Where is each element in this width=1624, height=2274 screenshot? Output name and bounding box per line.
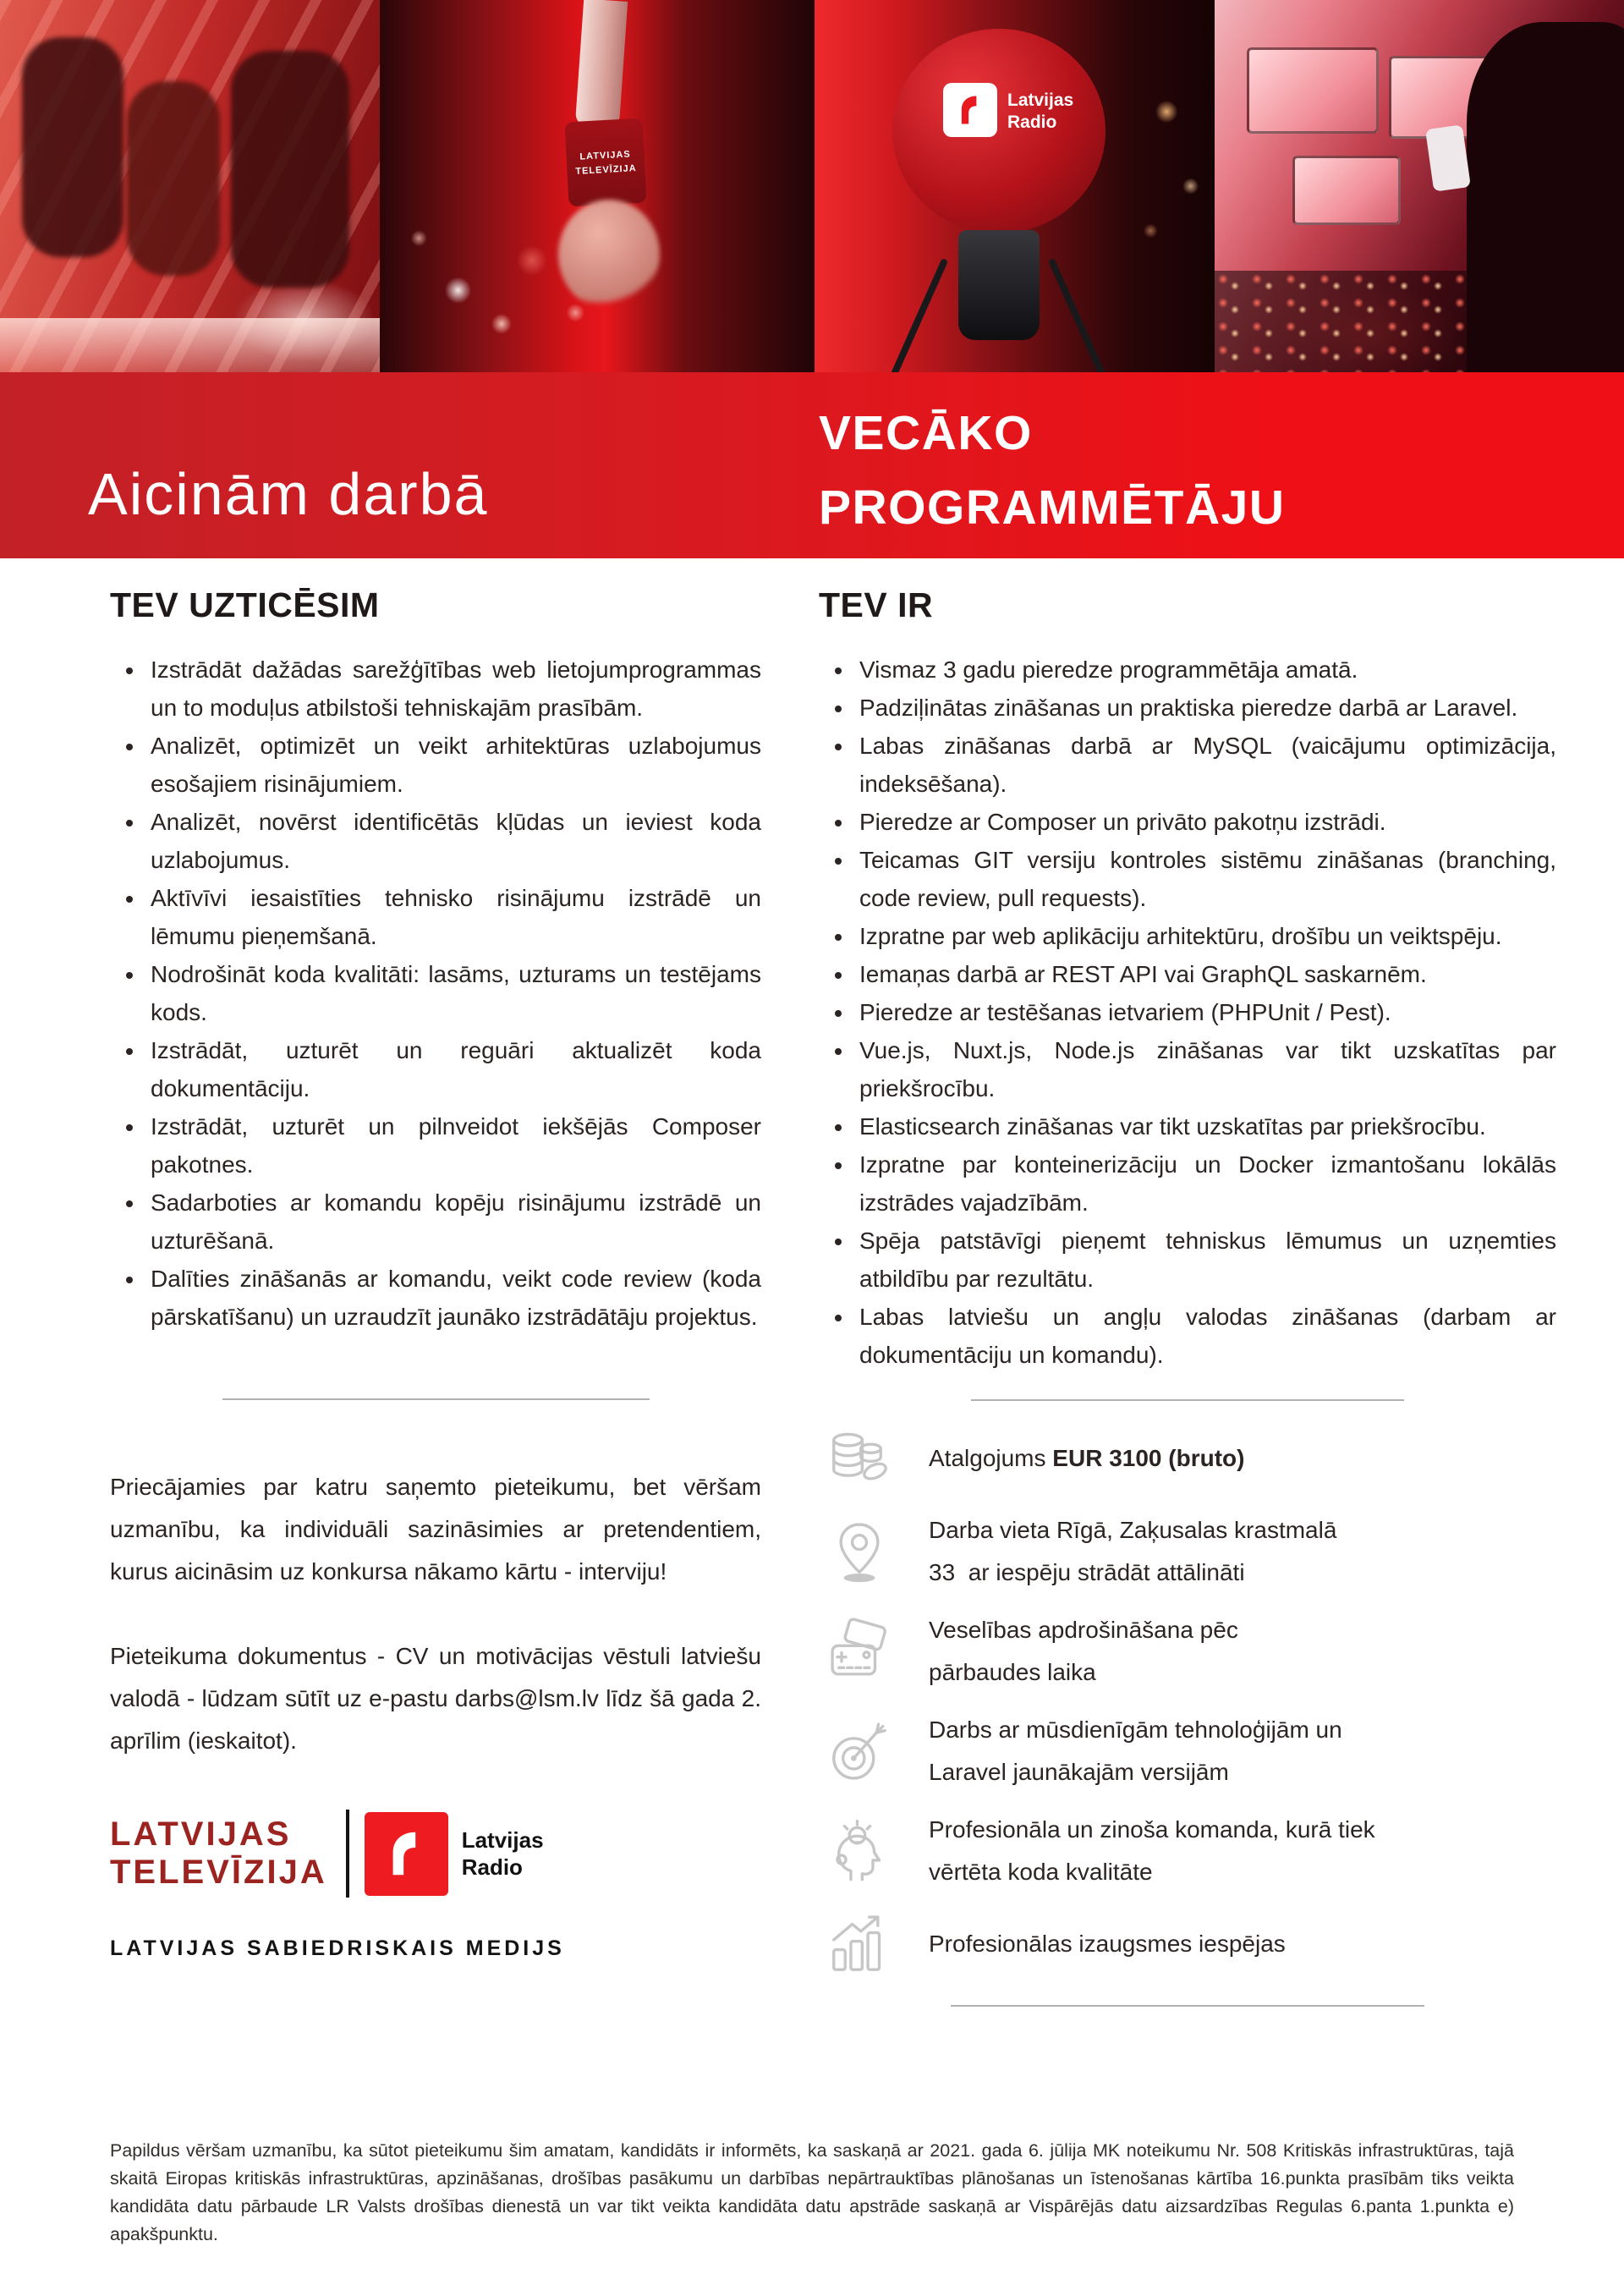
microphone-stand [891,258,948,372]
person-silhouette [1467,22,1624,372]
salary-amount: EUR 3100 (bruto) [1052,1445,1245,1471]
bullet-item: • Pieredze ar Composer un privāto pakotņu izstrādi. [854,803,1556,841]
bullet-item: • Analizēt, novērst identificētās kļūdas un ieviest koda uzlabojumus. [145,803,761,879]
monitor-screen [1292,156,1401,225]
bullet-item: • Izstrādāt, uzturēt un pilnveidot iekšējās Composer pakotnes. [145,1107,761,1184]
salary-label: Atalgojums [929,1445,1053,1471]
radio-wordmark-line1: Latvijas [1007,91,1074,110]
application-instructions-after-email: līdz šā gada 2. aprīlim (ieskaitot). [110,1685,761,1754]
bullet-item: • Izpratne par konteinerizāciju un Docker izmantošanu lokālās izstrādes vajadzībām. [854,1145,1556,1222]
benefit-text [929,1923,1521,1965]
benefit-line1: Darbs ar mūsdienīgām tehnoloģijām un [929,1716,1342,1743]
benefit-text [929,1709,1521,1793]
benefit-text [929,1809,1521,1893]
email-address: darbs@lsm.lv [454,1685,599,1711]
benefit-technologies [819,1709,1556,1793]
radio-arc-glyph-icon [951,91,990,129]
benefit-line1: Darba vieta Rīgā, Zaķusalas krastmalā [929,1517,1337,1543]
benefit-line2: Laravel jaunākajām versijām [929,1759,1229,1785]
monitor-screen [1247,47,1379,134]
radio-wordmark-line2: Radio [461,1854,523,1880]
bullet-item: • Izstrādāt dažādas sarežģītības web lietojumprogrammas un to moduļus atbilstoši tehniskajām prasībām. [145,651,761,727]
bullet-item: • Aktīvīvi iesaistīties tehnisko risinājumu izstrādē un lēmumu pieņemšanā. [145,879,761,955]
photo-radio-microphone [815,0,1215,372]
ltv-logo-line2: TELEVĪZIJA [110,1854,327,1891]
application-paragraphs [110,1466,761,1762]
studio-table [0,318,380,372]
person-silhouette [127,81,220,276]
latvijas-radio-logo-icon [943,83,997,137]
ltv-logo-line1: LATVIJAS [110,1815,292,1853]
bullet-item: • Vismaz 3 gadu pieredze programmētāja amatā. [854,651,1556,689]
microphone-icon [575,0,628,129]
logo-separator [346,1810,349,1898]
ltv-mic-cube-line2: TELEVĪZIJA [575,162,637,177]
logo-row [110,1810,761,1898]
benefit-line1: Veselības apdrošināšana pēc [929,1617,1238,1643]
bullet-item: • Elasticsearch zināšanas var tikt uzskatītas par priekšrocību. [854,1107,1556,1145]
position-title [819,396,1286,545]
invite-title: Aicinām darbā [88,461,489,527]
benefits-list [819,1423,1556,1980]
benefit-location [819,1509,1556,1594]
radio-arc-glyph-icon [376,1824,436,1883]
application-note: Priecājamies par katru saņemto pieteikumu, bet vēršam uzmanību, ka individuāli sazināsimies ar pretendentiem, kurus aicināsim uz konkursa nākamo kārtu - interviju! [110,1474,761,1585]
legal-disclaimer: Papildus vēršam uzmanību, ka sūtot pieteikumu šim amatam, kandidāts ir informēts, ka saskaņā ar 2021. gada 6. jūlija MK noteikumu Nr. 508 Kritiskās infrastruktūras, tajā skaitā Eiropas kritiskās infrastruktūras, apzināšanas, drošības pasākumu un darbības nepārtrauktības plānošanas un īstenošanas kārtība 16.punkta prasībām tiks veikta kandidāta datu pārbaude LR Valsts drošības dienestā un var tikt veikta kandidāta datu apstrāde saskaņā ar Vispārējās datu aizsardzības Regulas 6.panta 1.punkta e) apakšpunktu. [110,2140,1514,2244]
health-card-icon [819,1616,900,1687]
bullet-item: • Analizēt, optimizēt un veikt arhitektūras uzlabojumus esošajiem risinājumiem. [145,727,761,803]
benefit-insurance [819,1609,1556,1694]
person-silhouette [22,37,123,257]
benefits-bottom-divider [951,2005,1424,2007]
latvijas-radio-wordmark [462,1826,544,1881]
position-title-line2: PROGRAMMĒTĀJU [819,481,1286,535]
bullet-item: • Labas zināšanas darbā ar MySQL (vaicājumu optimizācija, indeksēšana). [854,727,1556,803]
bullet-item: • Nodrošināt koda kvalitāti: lasāms, uzturams un testējams kods. [145,955,761,1031]
application-instructions-before-email: Pieteikuma dokumentus - CV un motivācijas vēstuli latviešu valodā - lūdzam sūtīt uz e-pastu [110,1643,761,1711]
responsibilities-column [110,585,761,2013]
bullet-item: • Iemaņas darbā ar REST API vai GraphQL saskarnēm. [854,955,1556,993]
hand [558,200,660,310]
latvijas-radio-logo-icon [365,1812,448,1896]
ltv-mic-cube [564,118,646,207]
benefit-text [929,1509,1521,1594]
left-divider [222,1398,650,1400]
bullet-item: • Labas latviešu un angļu valodas zināšanas (darbam ar dokumentāciju un komandu). [854,1298,1556,1374]
position-title-line1: VECĀKO [819,406,1033,460]
radio-wordmark-line1: Latvijas [461,1827,544,1853]
photo-strip [0,0,1624,372]
photo-studio-crew [0,0,380,372]
benefit-line2: pārbaudes laika [929,1659,1096,1685]
benefit-line2: vērtēta koda kvalitāte [929,1859,1153,1885]
coins-icon [819,1423,900,1494]
bullet-item: • Padziļinātas zināšanas un praktiska pieredze darbā ar Laravel. [854,689,1556,727]
microphone-stand [1048,258,1106,372]
requirements-heading: TEV IR [819,585,934,624]
benefit-line2: 33 ar iespēju strādāt attālināti [929,1559,1245,1585]
bullet-item: • Spēja patstāvīgi pieņemt tehniskus lēmumus un uzņemties atbildību par rezultātu. [854,1222,1556,1298]
bullet-item: • Pieredze ar testēšanas ietvariem (PHPUnit / Pest). [854,993,1556,1031]
growth-chart-icon [819,1909,900,1980]
ltv-logo [110,1815,327,1892]
microphone-body [958,230,1040,340]
benefit-text [929,1609,1521,1694]
bullet-item: • Teicamas GIT versiju kontroles sistēmu zināšanas (branching, code review, pull requests). [854,841,1556,917]
benefit-line1: Profesionālas izaugsmes iespējas [929,1931,1286,1957]
bullet-item: • Vue.js, Nuxt.js, Node.js zināšanas var tikt uzskatītas par priekšrocību. [854,1031,1556,1107]
application-instructions [110,1635,761,1762]
requirements-column [819,585,1556,2013]
photo-control-room [1215,0,1624,372]
benefit-salary-line [929,1437,1521,1480]
benefit-line1: Profesionāla un zinoša komanda, kurā tiek [929,1816,1375,1843]
requirements-list [819,651,1556,1374]
bullet-item: • Izpratne par web aplikāciju arhitektūru, drošību un veiktspēju. [854,917,1556,955]
photo-reporter-microphone [380,0,815,372]
mixing-desk [1215,271,1501,372]
benefit-team [819,1809,1556,1893]
location-pin-icon [819,1516,900,1587]
benefit-text [929,1437,1521,1480]
person-silhouette [231,51,349,288]
bullet-item: • Sadarboties ar komandu kopēju risinājumu izstrādē un uzturēšanā. [145,1184,761,1260]
latvijas-radio-wordmark [1007,90,1073,134]
right-divider [971,1399,1404,1401]
bullet-item: • Izstrādāt, uzturēt un reguāri aktualizēt koda dokumentāciju. [145,1031,761,1107]
idea-head-icon [819,1815,900,1887]
benefit-salary [819,1423,1556,1494]
target-dart-icon [819,1716,900,1787]
title-band [0,372,1624,558]
benefit-growth [819,1909,1556,1980]
content-columns [0,558,1624,2013]
ltv-mic-cube-line1: LATVIJAS [579,148,632,162]
radio-wordmark-line2: Radio [1007,113,1057,132]
public-media-tagline: LATVIJAS SABIEDRISKAIS MEDIJS [110,1936,565,1960]
bullet-item: • Dalīties zināšanās ar komandu, veikt code review (koda pārskatīšanu) un uzraudzīt jaunāko izstrādātāju projektus. [145,1260,761,1336]
responsibilities-list [110,651,761,1336]
responsibilities-heading: TEV UZTICĒSIM [110,585,380,624]
